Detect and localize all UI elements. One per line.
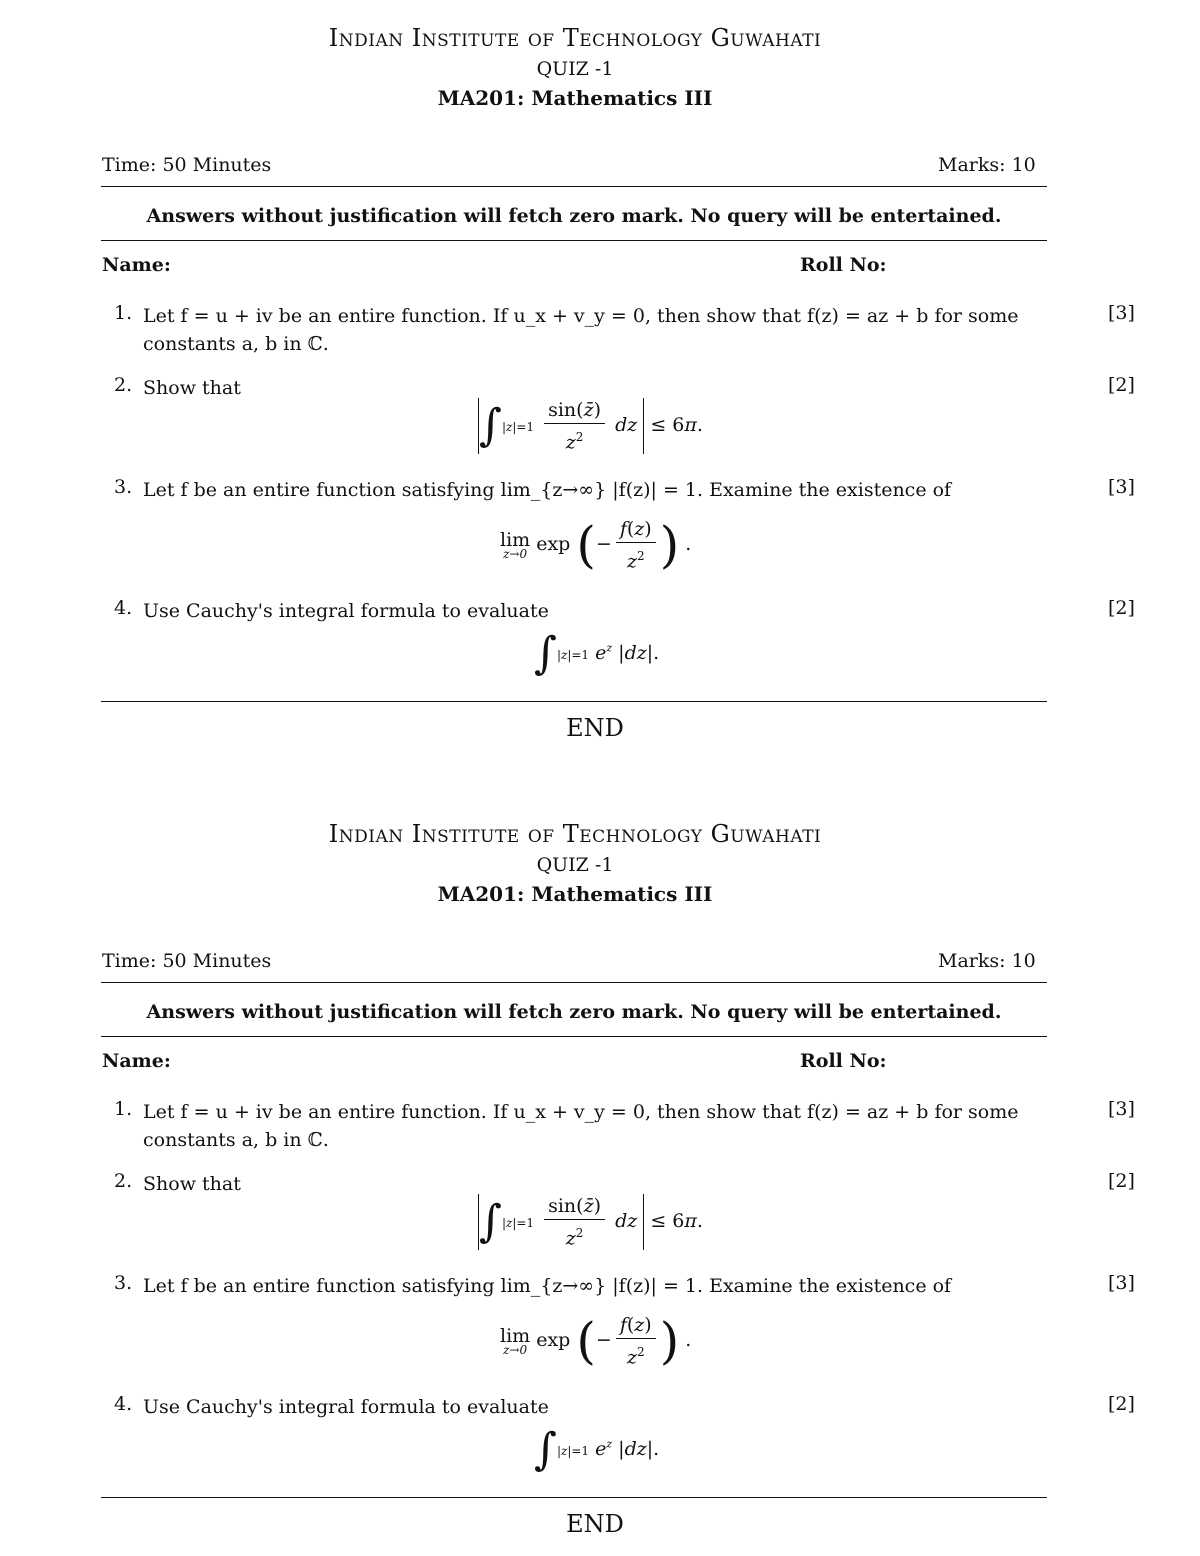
question-text: Let f be an entire function satisfying lim_{z→∞} |f(z)| = 1. Examine the existence of (143, 479, 952, 501)
question-number: 2. (114, 374, 133, 396)
quiz-title: QUIZ -1 (536, 854, 614, 876)
question-text: Show that (143, 377, 241, 399)
question-text: Use Cauchy's integral formula to evaluate (143, 1396, 549, 1418)
question-marks: [2] (1108, 597, 1135, 619)
marks-label: Marks: 10 (938, 154, 1036, 176)
time-label: Time: 50 Minutes (102, 154, 272, 176)
question-marks: [2] (1108, 1170, 1135, 1192)
name-label: Name: (102, 254, 171, 276)
question-number: 4. (114, 1393, 133, 1415)
quiz-sheet-top (0, 0, 1200, 760)
question-number: 4. (114, 597, 133, 619)
display-formula-integral-bound: ∫|z|=1 $\frac{\sin(z̄)}{z^2}$ dz ≤ 6π. (479, 1194, 703, 1250)
question-number: 3. (114, 476, 133, 498)
question-number: 3. (114, 1272, 133, 1294)
roll-label: Roll No: (800, 254, 887, 276)
name-label: Name: (102, 1050, 171, 1072)
marks-label: Marks: 10 (938, 950, 1036, 972)
quiz-sheet-bottom (0, 796, 1200, 1556)
question-marks: [2] (1108, 374, 1135, 396)
question-text: Let f = u + iv be an entire function. If u_x + v_y = 0, then show that f(z) = az + b for some constants a, b in ℂ. (143, 1101, 1019, 1151)
divider (101, 186, 1047, 187)
question-text: Let f = u + iv be an entire function. If u_x + v_y = 0, then show that f(z) = az + b for some constants a, b in ℂ. (143, 305, 1019, 355)
display-formula-limit: lim z→0 exp (− $\frac{f(z)}{z^2}$ ) . (500, 516, 692, 575)
question-number: 1. (114, 1098, 133, 1120)
roll-label: Roll No: (800, 1050, 887, 1072)
divider (101, 1036, 1047, 1037)
question-text: Use Cauchy's integral formula to evaluate (143, 600, 549, 622)
display-formula-contour: ∫|z|=1 $e^z$ |dz|. (534, 628, 660, 679)
notice-text: Answers without justification will fetch zero mark. No query will be entertained. (146, 205, 1002, 227)
question-marks: [3] (1108, 476, 1135, 498)
question-marks: [3] (1108, 1098, 1135, 1120)
divider (101, 240, 1047, 241)
question-text: Let f be an entire function satisfying lim_{z→∞} |f(z)| = 1. Examine the existence of (143, 1275, 952, 1297)
divider (101, 1497, 1047, 1498)
question-text: Show that (143, 1173, 241, 1195)
divider (101, 982, 1047, 983)
course-title: MA201: Mathematics III (437, 882, 713, 906)
question-marks: [3] (1108, 302, 1135, 324)
institute-title: Indian Institute of Technology Guwahati (328, 24, 822, 52)
display-formula-contour: ∫|z|=1 $e^z$ |dz|. (534, 1424, 660, 1475)
display-formula-integral-bound: ∫|z|=1 $\frac{\sin(z̄)}{z^2}$ dz ≤ 6π. (479, 398, 703, 454)
question-number: 1. (114, 302, 133, 324)
institute-title: Indian Institute of Technology Guwahati (328, 820, 822, 848)
quiz-title: QUIZ -1 (536, 58, 614, 80)
question-marks: [3] (1108, 1272, 1135, 1294)
notice-text: Answers without justification will fetch zero mark. No query will be entertained. (146, 1001, 1002, 1023)
course-title: MA201: Mathematics III (437, 86, 713, 110)
end-label: END (566, 714, 624, 742)
display-formula-limit: lim z→0 exp (− $\frac{f(z)}{z^2}$ ) . (500, 1312, 692, 1371)
time-label: Time: 50 Minutes (102, 950, 272, 972)
divider (101, 701, 1047, 702)
question-marks: [2] (1108, 1393, 1135, 1415)
end-label: END (566, 1510, 624, 1538)
question-number: 2. (114, 1170, 133, 1192)
